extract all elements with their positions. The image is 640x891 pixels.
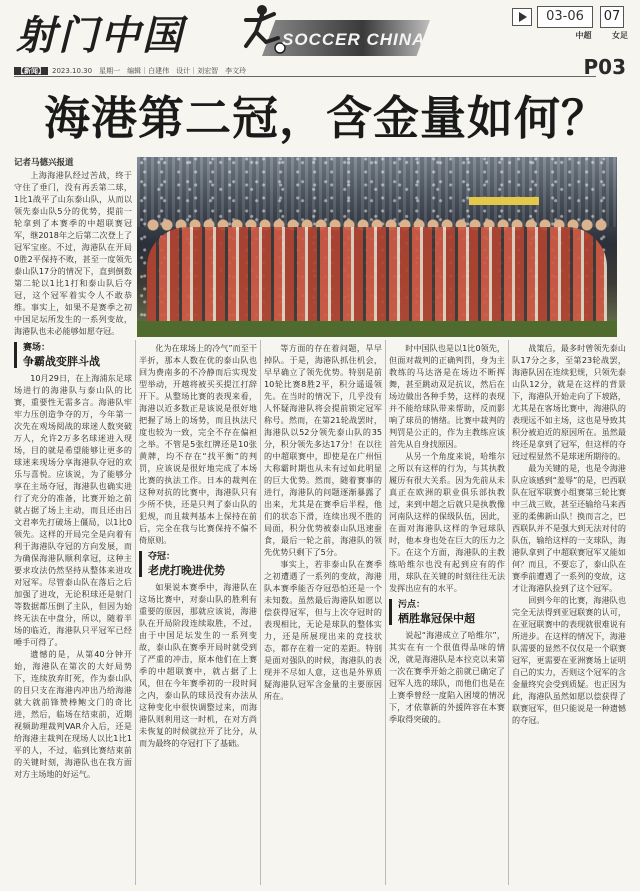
- soccer-player-icon: [226, 2, 286, 58]
- issue-date: 03-06: [537, 6, 593, 28]
- masthead: [0, 0, 640, 62]
- article-column-2: [139, 342, 257, 885]
- header-divider: [14, 76, 596, 77]
- subhead-3: [389, 599, 505, 625]
- column-divider: [260, 340, 261, 885]
- paragraph-5: 等方面的存在着问题，旱早掉队。于是，海港队抓住机会，早早确立了领先优势。特别是前10轮比赛8胜2平，积分遥遥领先。在当时的情况下，几乎没有人怀疑海港队将会提前锁定冠军称号。然而，在第21轮战罢时，海港队以52分领先泰山队的35分，积分领先多达17分！在以往的中超联赛中，即使是在广州恒大称霸时期也从未有过如此明显的巨大优势。然而，随着赛事的进行，海港队的问题逐渐暴露了出来，尤其是在赛季后半程，他们的状态下滑，连续出现不胜的局面，积分优势被泰山队迅速蚕食，最后一轮之前，海港队的领先优势只剩下了5分。: [264, 343, 382, 557]
- paragraph-4: 如果说本赛季中，海港队在这场比赛中，对泰山队的胜利有重要的原因，那就应该说，海港队在开局阶段连续取胜，不过，由于中国足坛发生的一系列变故，泰山队在赛季开局时就受到了严重的冲击，原本他们在上赛季的中超联赛中，就占据了上风，但在今年赛季初的一段时间之内，泰山队的球员没有办法从这种变化中很快调整过来，而海港队则利用这一时机，在对方尚未恢复的时候就拉开了比分，从而为最终的夺冠打下了基础。: [139, 582, 257, 748]
- page-code: P03: [583, 55, 626, 79]
- subhead-3-lead: 污点：: [398, 600, 426, 610]
- subhead-1-lead: 赛场：: [23, 343, 51, 353]
- subhead-2-text: 老虎打晚进优势: [148, 564, 225, 577]
- edition-number: 07: [600, 6, 624, 28]
- paragraph-3: 化为在球场上的冷气”而至干半折，那本人数在优的泰山队也回为费南多的不冷静而后实现发型举动，开越将被买买提江打辞开下。从整场比赛的表现来看，海港以近多数正是该说是很好地把握了场上的场势，而且执法尺度也较为一致，完全不存在偏袒之举。不管是5张红牌还是10张黄牌，均不存在“找平衡”的判罚，应该说是很好地完成了本场比赛的执法工作。日本的裁判在这种对抗的比赛中，海港队只有少所不快，还是只判了泰山队的犯规，而且裁判基本上保持在前后，完全在我与比赛保持不偏不倚原则。: [139, 343, 257, 545]
- paragraph-11: 最为关键的是，也是令海港队应该感到“羞辱”的是，巴西联队在冠军联赛小组赛第三轮比赛中三战三败，甚至还输给马来西亚的柔佛新山队！换而言之，巴西联队并不是强大到无法对付的队伍，输给这样的一支球队，海港队拿到了中超联赛冠军又能如何？而且，不要忘了，泰山队在赛季前遭遇了一系列的变故，这才让海港队捡到了这个冠军。: [512, 463, 626, 593]
- column-divider: [508, 340, 509, 885]
- section-tab-2[interactable]: 女足: [612, 31, 628, 40]
- article-column-4: [389, 342, 505, 885]
- team-celebration-photo: [137, 157, 617, 337]
- pitch-grass: [137, 321, 617, 337]
- paragraph-7: 时中国队也是以1比0领先，但面对裁判的正确判罚，身为主教练的马达洛是在场边不断挥舞，甚至跳动双足抗议，然后在场边做出各种手势，这样的表现并不能给球队带来帮助，反而影响了球员的情绪。比赛中裁判的判罚是公正的，作为主教练应该首先从自身找原因。: [389, 343, 505, 449]
- column-divider: [385, 340, 386, 885]
- stadium-banner: [469, 197, 539, 205]
- article-column-5: [512, 342, 626, 885]
- subhead-1: [14, 342, 132, 368]
- paragraph-9: 说起“海港成立了哈维尔”，其实在有一个很值得品味的情况，就是海港队是本拉克以来第一次在赛季开始之前就已确定了冠军人选的球队，而他们也是在上赛季曾经一度陷入困境的情况下，才依靠新的外援阵容在本赛季取得突破的。: [389, 630, 505, 724]
- article-column-3: [264, 342, 382, 885]
- subhead-1-text: 争霸战变胖斗战: [23, 355, 100, 368]
- paragraph-2: 遗憾的是，从第40分钟开始，海港队在第次的大好局势下，连续放弃盯死，作为泰山队的目只支在海港内冲出乃给海港就大就前锋赞棒鲍文门的奇比进，然后，临场在结束前，近期视频助理裁判VAR介入后，还是给海港主裁判在现场人以比1比1平的人，不过，临到比赛结束前的关键时刻，海港队也在我方面对方主场地的好运气。: [14, 649, 132, 779]
- section-tabs: [557, 30, 628, 41]
- column-divider: [135, 340, 136, 885]
- subhead-2-lead: 夺冠：: [148, 552, 176, 562]
- paragraph-6: 事实上，若非泰山队在赛季之初遭遇了一系列的变故，海港队本赛季能否夺冠恐怕还是一个未知数。虽然最后海港队如愿以偿获得冠军，但与上次夺冠时的表现相比，无论是球队的整体实力，还是所展现出来的竞技状态，都存在着一定的差距。特别是面对强队的时候，海港队的表现并不尽如人意，这也是外界质疑海港队冠军含金量的主要原因所在。: [264, 559, 382, 701]
- play-icon[interactable]: [512, 8, 532, 26]
- paragraph-1: 10月29日，在上海浦东足球场进行的海港队与泰山队的比赛，重要性无需多言。海港队牢牢力压创造争夺的万，今年第一次先在观场阅战的球迷人数突破万人，允许2万多名球迷进入现场，目的就是希望能够让更多的球迷来现场分享海港队夺冠的欢乐与喜悦。应该说，为了能够分享在主场夺冠，海港队也确实进行了充分的准备，比赛开始之前就占据了场上主动，而且还由吕文君率先打破场上僵局，以1比0领先。这样的开局完全是向着有利于海港队夺冠的方向发展，而为确保海港队顺利拿冠，这种主要求攻法仍然坚持从整体来进攻对冠军。尽管泰山队在落后之后加强了进攻，无论积球还是射门等数据都压倒了主队，但因为始终无法在中盘分，所以，随着半场的临近，海港队只平冠军已经唾手可得了。: [14, 373, 132, 647]
- intro-paragraph: 上海海港队经过苦战，终于守住了垂门，没有再丢第二球，1比1战平了山东泰山队，从而以领先泰山队5分的优势，提前一轮拿到了本赛季的中超联赛冠军，继2018年之后第二次登上了冠军宝座。不过，海港队在开局0胜2平保持不败，甚至一度领先泰山队17分的情况下，直到倒数第二轮以1比1打和泰山队后夺冠，这个冠军着实令人不敢恭维。事实上，如果不是赛季之初中国足坛所发生的一系列变故，海港队也未必能够如愿夺冠。: [14, 170, 132, 336]
- subhead-3-text: 栖胜靠冠保中超: [398, 612, 475, 625]
- masthead-english: SOCCER CHINA: [282, 30, 426, 49]
- paragraph-10: 战策后，最多时曾领先泰山队17分之多，至第23轮战罢，海港队因在连续犯规，只领先泰山队12分，就是在这样的背景下，海港队开始走向了下坡路，尤其是在客场比赛中，海港队的表现远不如主场，这也是导致其积分被迫近的原因所在。虽然最终还是拿到了冠军，但这样的夺冠过程显然不是球迷所期待的。: [512, 343, 626, 461]
- edit-info: 2023.10.30 星期一 编辑｜白建伟 设计｜刘宏智 李文玲: [52, 67, 247, 75]
- paragraph-12: 回到今年的比赛，海港队也完全无法得到亚冠联赛的认可，在亚冠联赛中的表现就很难说有所进步。在这样的情况下，海港队需要的显然不仅仅是一个联赛冠军，更需要在亚洲赛场上证明自己的实力，否则这个冠军的含金量终究会受到质疑。也正因为此，海港队虽然如愿以偿获得了联赛冠军，但只能说是一种遗憾的夺冠。: [512, 595, 626, 725]
- paragraph-8: 从另一个角度来说，哈维尔之所以有这样的行为，与其执教履历有很大关系。因为先前从未真正在欧洲的职业俱乐部执教过，来到中超之后就只是执教像河南队这样的保级队伍，因此，在面对海港队这样的争冠球队时，他本身也处在巨大的压力之下。在这个方面，海港队的主教练哈维尔也没有起到应有的作用，球队在关键的时刻往往无法发挥出应有的水平。: [389, 451, 505, 593]
- info-bar: [14, 66, 246, 76]
- subhead-2: [139, 551, 257, 577]
- column-tag: 【新闻】: [14, 67, 48, 75]
- masthead-title: 射门中国: [16, 12, 184, 59]
- section-tab-1[interactable]: 中超: [575, 31, 592, 40]
- byline: 记者马德兴报道: [14, 158, 74, 168]
- headline: 海港第二冠，含金量如何？: [44, 91, 608, 145]
- article-column-1: [14, 157, 132, 885]
- players-group: [147, 227, 607, 327]
